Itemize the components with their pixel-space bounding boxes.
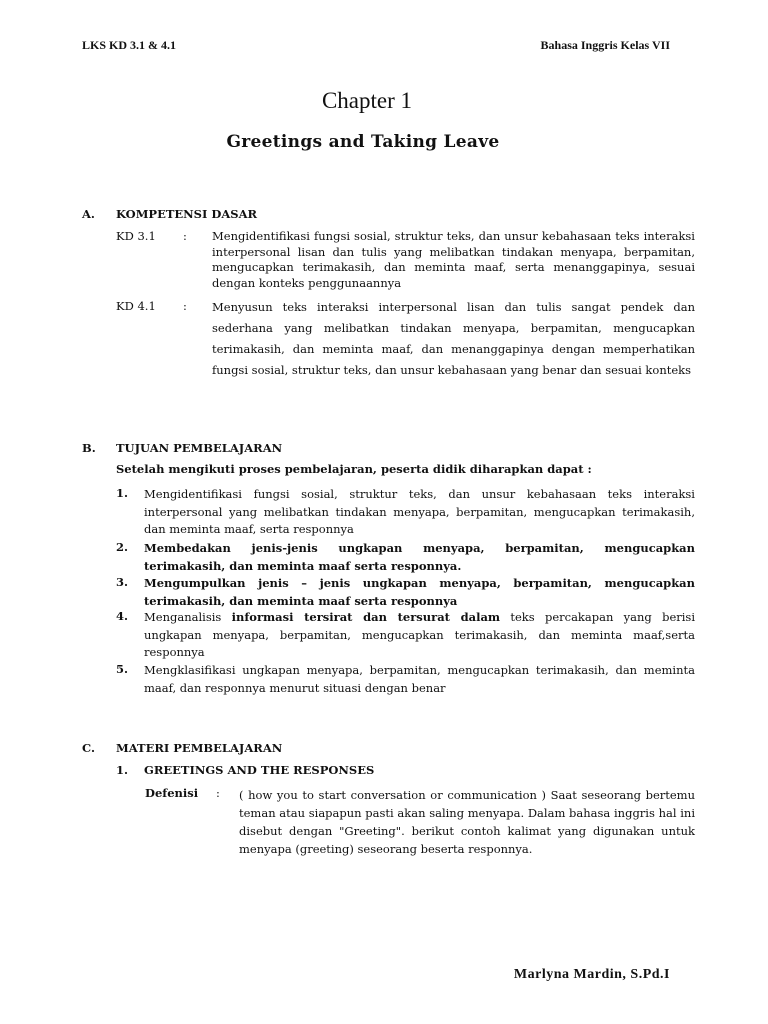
definition-colon: : xyxy=(216,786,220,800)
objective-text-bold: informasi tersirat dan tersurat dalam xyxy=(231,610,501,624)
objective-text xyxy=(144,662,695,697)
objective-text xyxy=(144,575,695,610)
materi-sub-title: GREETINGS AND THE RESPONSES xyxy=(144,763,375,777)
objective-text xyxy=(144,540,695,575)
objective-text-bold: Membedakan jenis-jenis ungkapan menyapa, berpamitan, mengucapkan terimakasih, dan meminta maaf serta responnya. xyxy=(144,541,695,573)
section-b-title: TUJUAN PEMBELAJARAN xyxy=(116,441,283,455)
header-right: Bahasa Inggris Kelas VII xyxy=(540,38,670,52)
objective-number: 4. xyxy=(116,609,129,623)
objective-text xyxy=(144,609,695,662)
kd-colon: : xyxy=(183,229,187,243)
definition-label: Defenisi xyxy=(145,786,199,800)
objective-text-part: Mengklasifikasi ungkapan menyapa, berpamitan, mengucapkan terimakasih, dan meminta maaf, dan responnya menurut situasi dengan benar xyxy=(144,663,695,695)
objective-text-part: Mengidentifikasi fungsi sosial, struktur teks, dan unsur kebahasaan teks interaksi interpersonal yang melibatkan tindakan menyapa, berpamitan, mengucapkan terimakasih, dan meminta maaf, serta responnya xyxy=(144,487,695,536)
kd-text: Menyusun teks interaksi interpersonal lisan dan tulis sangat pendek dan sederhana yang melibatkan tindakan menyapa, berpamitan, mengucapkan terimakasih, dan meminta maaf, dan menanggapinya dengan memperhatikan fungsi sosial, struktur teks, dan unsur kebahasaan yang benar dan sesuai konteks xyxy=(212,300,695,377)
author-name: Marlyna Mardin, S.Pd.I xyxy=(513,967,670,982)
section-b-letter: B. xyxy=(82,441,96,455)
definition-text: ( how you to start conversation or communication ) Saat seseorang bertemu teman atau siapapun pasti akan saling menyapa. Dalam bahasa inggris hal ini disebut dengan "Greeting". berikut contoh kalimat yang digunakan untuk menyapa (greeting) seseorang beserta responnya. xyxy=(239,788,695,856)
objective-number: 3. xyxy=(116,575,129,589)
section-c-title: MATERI PEMBELAJARAN xyxy=(116,741,283,755)
objective-text xyxy=(144,486,695,539)
section-a-title: KOMPETENSI DASAR xyxy=(116,207,258,221)
objective-text-bold: Mengumpulkan jenis – jenis ungkapan menyapa, berpamitan, mengucapkan terimakasih, dan meminta maaf serta responnya xyxy=(144,576,695,608)
section-c-letter: C. xyxy=(82,741,95,755)
chapter-title: Chapter 1 xyxy=(321,88,413,113)
kd-label: KD 3.1 xyxy=(116,229,156,243)
objective-number: 2. xyxy=(116,540,129,554)
objective-number: 1. xyxy=(116,486,129,500)
section-a-letter: A. xyxy=(82,207,95,221)
materi-sub-number: 1. xyxy=(116,763,129,777)
kd-label: KD 4.1 xyxy=(116,299,156,313)
header-left: LKS KD 3.1 & 4.1 xyxy=(82,38,177,52)
objective-text-part: teks percakapan yang berisi ungkapan menyapa, berpamitan, mengucapkan terimakasih, dan meminta maaf,serta responnya xyxy=(144,610,695,659)
kd-text: Mengidentifikasi fungsi sosial, struktur teks, dan unsur kebahasaan teks interaksi interpersonal lisan dan tulis yang melibatkan tindakan menyapa, berpamitan, mengucapkan terimakasih, dan meminta maaf, serta menanggapinya, sesuai dengan konteks penggunaannya xyxy=(212,229,695,290)
section-b-intro: Setelah mengikuti proses pembelajaran, peserta didik diharapkan dapat : xyxy=(116,462,592,476)
objective-number: 5. xyxy=(116,662,129,676)
chapter-subtitle: Greetings and Taking Leave xyxy=(226,132,500,152)
kd-colon: : xyxy=(183,299,187,313)
objective-text-part: Menganalisis xyxy=(144,610,232,624)
